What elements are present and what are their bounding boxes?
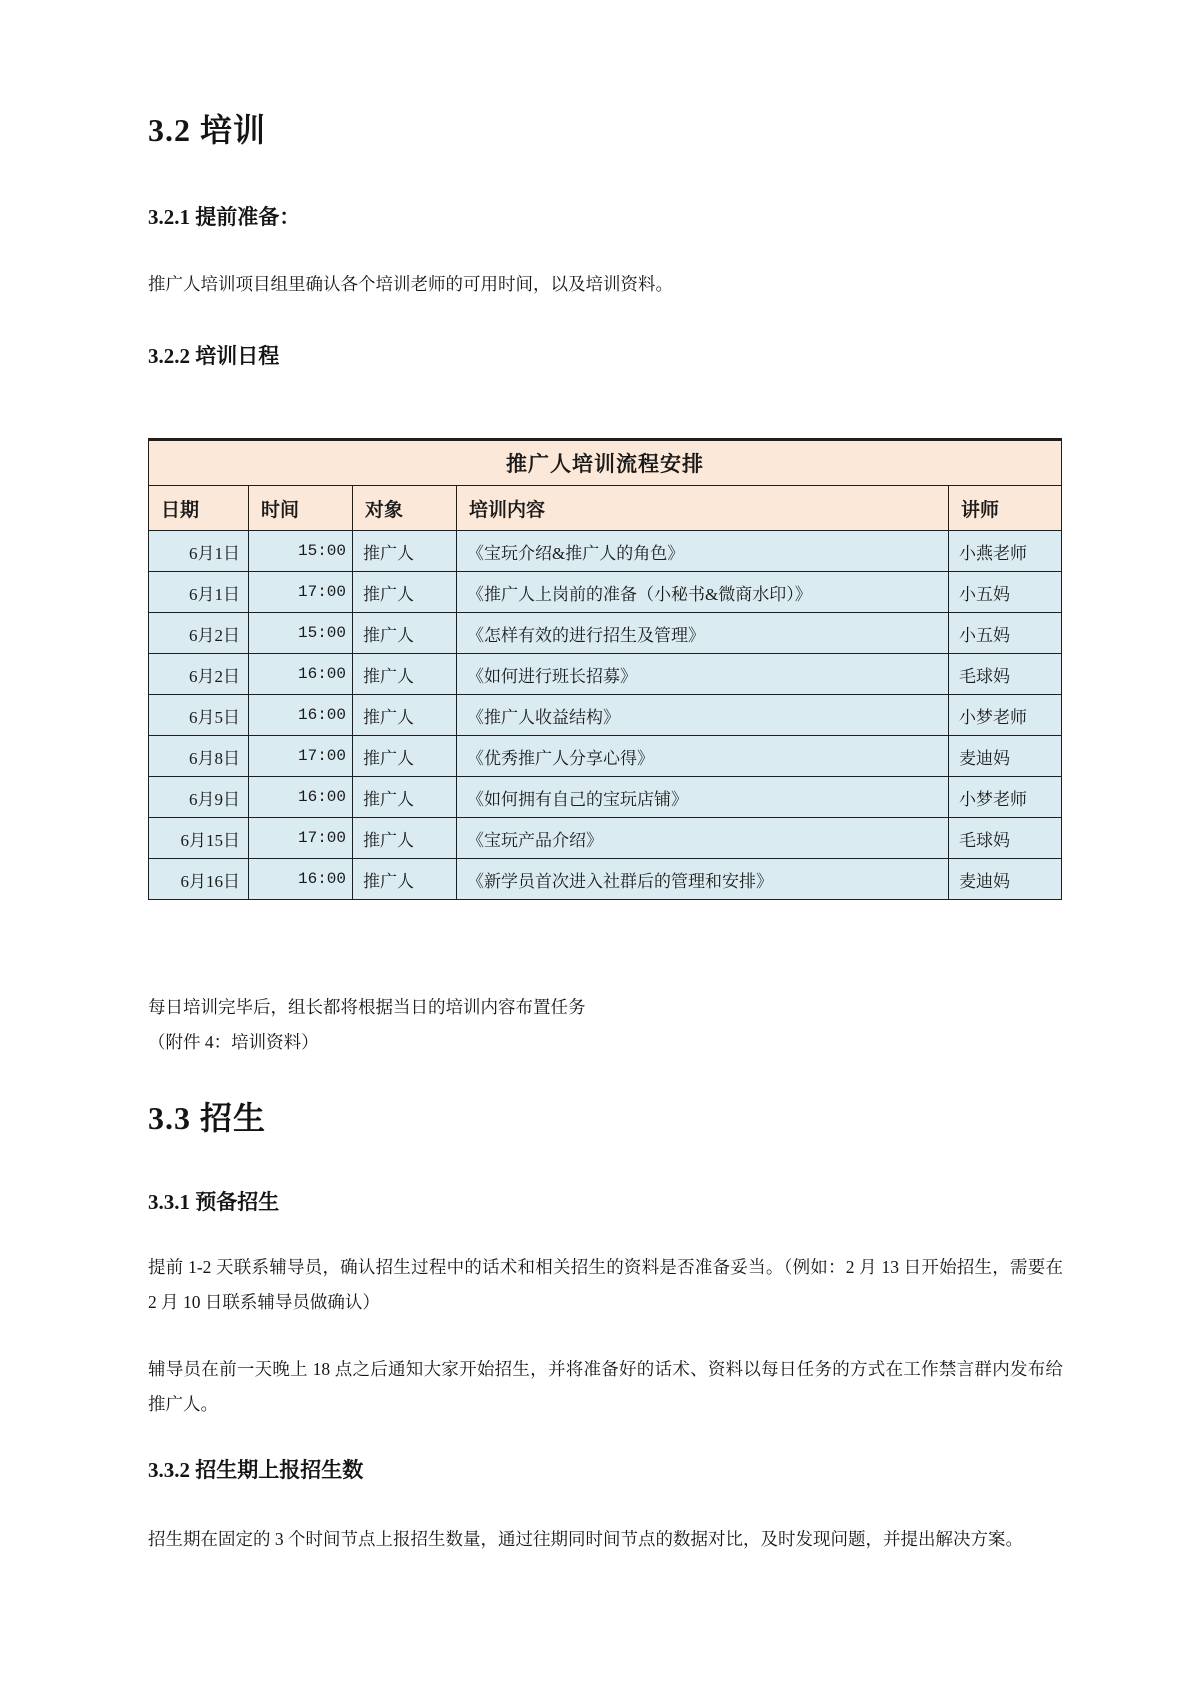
table-title-row — [149, 440, 1062, 486]
table-row — [149, 736, 1062, 777]
table-row — [149, 777, 1062, 818]
cell-content: 《推广人上岗前的准备（小秘书&微商水印）》 — [457, 572, 949, 613]
table-row — [149, 654, 1062, 695]
cell-content: 《如何进行班长招募》 — [457, 654, 949, 695]
cell-content: 《怎样有效的进行招生及管理》 — [457, 613, 949, 654]
column-header-audience: 对象 — [353, 486, 457, 531]
cell-lecturer: 小梦老师 — [949, 777, 1062, 818]
table-row — [149, 859, 1062, 900]
note-line-tasks: 每日培训完毕后，组长都将根据当日的培训内容布置任务 — [148, 997, 586, 1017]
section-heading-3-3: 3.3 招生 — [148, 1100, 267, 1136]
cell-time: 16:00 — [249, 654, 353, 695]
cell-date: 6月9日 — [149, 777, 249, 818]
cell-content: 《宝玩产品介绍》 — [457, 818, 949, 859]
column-header-lecturer: 讲师 — [949, 486, 1062, 531]
cell-date: 6月1日 — [149, 531, 249, 572]
cell-audience: 推广人 — [353, 777, 457, 818]
column-header-date: 日期 — [149, 486, 249, 531]
cell-time: 17:00 — [249, 818, 353, 859]
cell-lecturer: 小五妈 — [949, 572, 1062, 613]
subsection-heading-3-3-2: 3.3.2 招生期上报招生数 — [148, 1458, 364, 1482]
cell-time: 16:00 — [249, 695, 353, 736]
table-row — [149, 818, 1062, 859]
cell-content: 《如何拥有自己的宝玩店铺》 — [457, 777, 949, 818]
cell-audience: 推广人 — [353, 695, 457, 736]
cell-lecturer: 麦迪妈 — [949, 736, 1062, 777]
cell-lecturer: 小梦老师 — [949, 695, 1062, 736]
cell-date: 6月2日 — [149, 613, 249, 654]
cell-content: 《新学员首次进入社群后的管理和安排》 — [457, 859, 949, 900]
paragraph-counselor-notify: 辅导员在前一天晚上 18 点之后通知大家开始招生，并将准备好的话术、资料以每日任务的方式在工作禁言群内发布给推广人。 — [148, 1359, 1063, 1414]
cell-audience: 推广人 — [353, 818, 457, 859]
cell-time: 17:00 — [249, 572, 353, 613]
subsection-heading-3-3-1: 3.3.1 预备招生 — [148, 1190, 280, 1214]
cell-content: 《宝玩介绍&推广人的角色》 — [457, 531, 949, 572]
after-table-note — [148, 990, 1063, 1060]
table-row — [149, 613, 1062, 654]
cell-date: 6月5日 — [149, 695, 249, 736]
cell-lecturer: 麦迪妈 — [949, 859, 1062, 900]
cell-audience: 推广人 — [353, 736, 457, 777]
cell-time: 15:00 — [249, 613, 353, 654]
cell-date: 6月15日 — [149, 818, 249, 859]
cell-audience: 推广人 — [353, 572, 457, 613]
cell-lecturer: 小五妈 — [949, 613, 1062, 654]
column-header-content: 培训内容 — [457, 486, 949, 531]
note-line-attachment: （附件 4：培训资料） — [148, 1032, 319, 1052]
cell-lecturer: 毛球妈 — [949, 654, 1062, 695]
cell-date: 6月16日 — [149, 859, 249, 900]
cell-audience: 推广人 — [353, 531, 457, 572]
section-heading-3-2: 3.2 培训 — [148, 112, 267, 148]
cell-date: 6月2日 — [149, 654, 249, 695]
table-row — [149, 572, 1062, 613]
cell-time: 16:00 — [249, 859, 353, 900]
cell-time: 16:00 — [249, 777, 353, 818]
cell-time: 15:00 — [249, 531, 353, 572]
table-body — [149, 531, 1062, 900]
cell-content: 《推广人收益结构》 — [457, 695, 949, 736]
cell-date: 6月1日 — [149, 572, 249, 613]
paragraph-report-numbers: 招生期在固定的 3 个时间节点上报招生数量，通过往期同时间节点的数据对比，及时发现问题，并提出解决方案。 — [148, 1529, 1023, 1549]
cell-lecturer: 毛球妈 — [949, 818, 1062, 859]
table-row — [149, 531, 1062, 572]
paragraph-pre-recruit: 提前 1-2 天联系辅导员，确认招生过程中的话术和相关招生的资料是否准备妥当。（例如：2 月 13 日开始招生，需要在 2 月 10 日联系辅导员做确认） — [148, 1257, 1063, 1312]
table-title: 推广人培训流程安排 — [149, 440, 1062, 486]
table-column-header-row — [149, 486, 1062, 531]
cell-audience: 推广人 — [353, 613, 457, 654]
cell-audience: 推广人 — [353, 859, 457, 900]
cell-content: 《优秀推广人分享心得》 — [457, 736, 949, 777]
cell-date: 6月8日 — [149, 736, 249, 777]
training-schedule-table — [148, 438, 1062, 900]
cell-audience: 推广人 — [353, 654, 457, 695]
subsection-heading-3-2-1: 3.2.1 提前准备： — [148, 205, 301, 229]
cell-time: 17:00 — [249, 736, 353, 777]
cell-lecturer: 小燕老师 — [949, 531, 1062, 572]
paragraph-advance-prep: 推广人培训项目组里确认各个培训老师的可用时间，以及培训资料。 — [148, 274, 673, 294]
subsection-heading-3-2-2: 3.2.2 培训日程 — [148, 344, 280, 368]
table-row — [149, 695, 1062, 736]
column-header-time: 时间 — [249, 486, 353, 531]
